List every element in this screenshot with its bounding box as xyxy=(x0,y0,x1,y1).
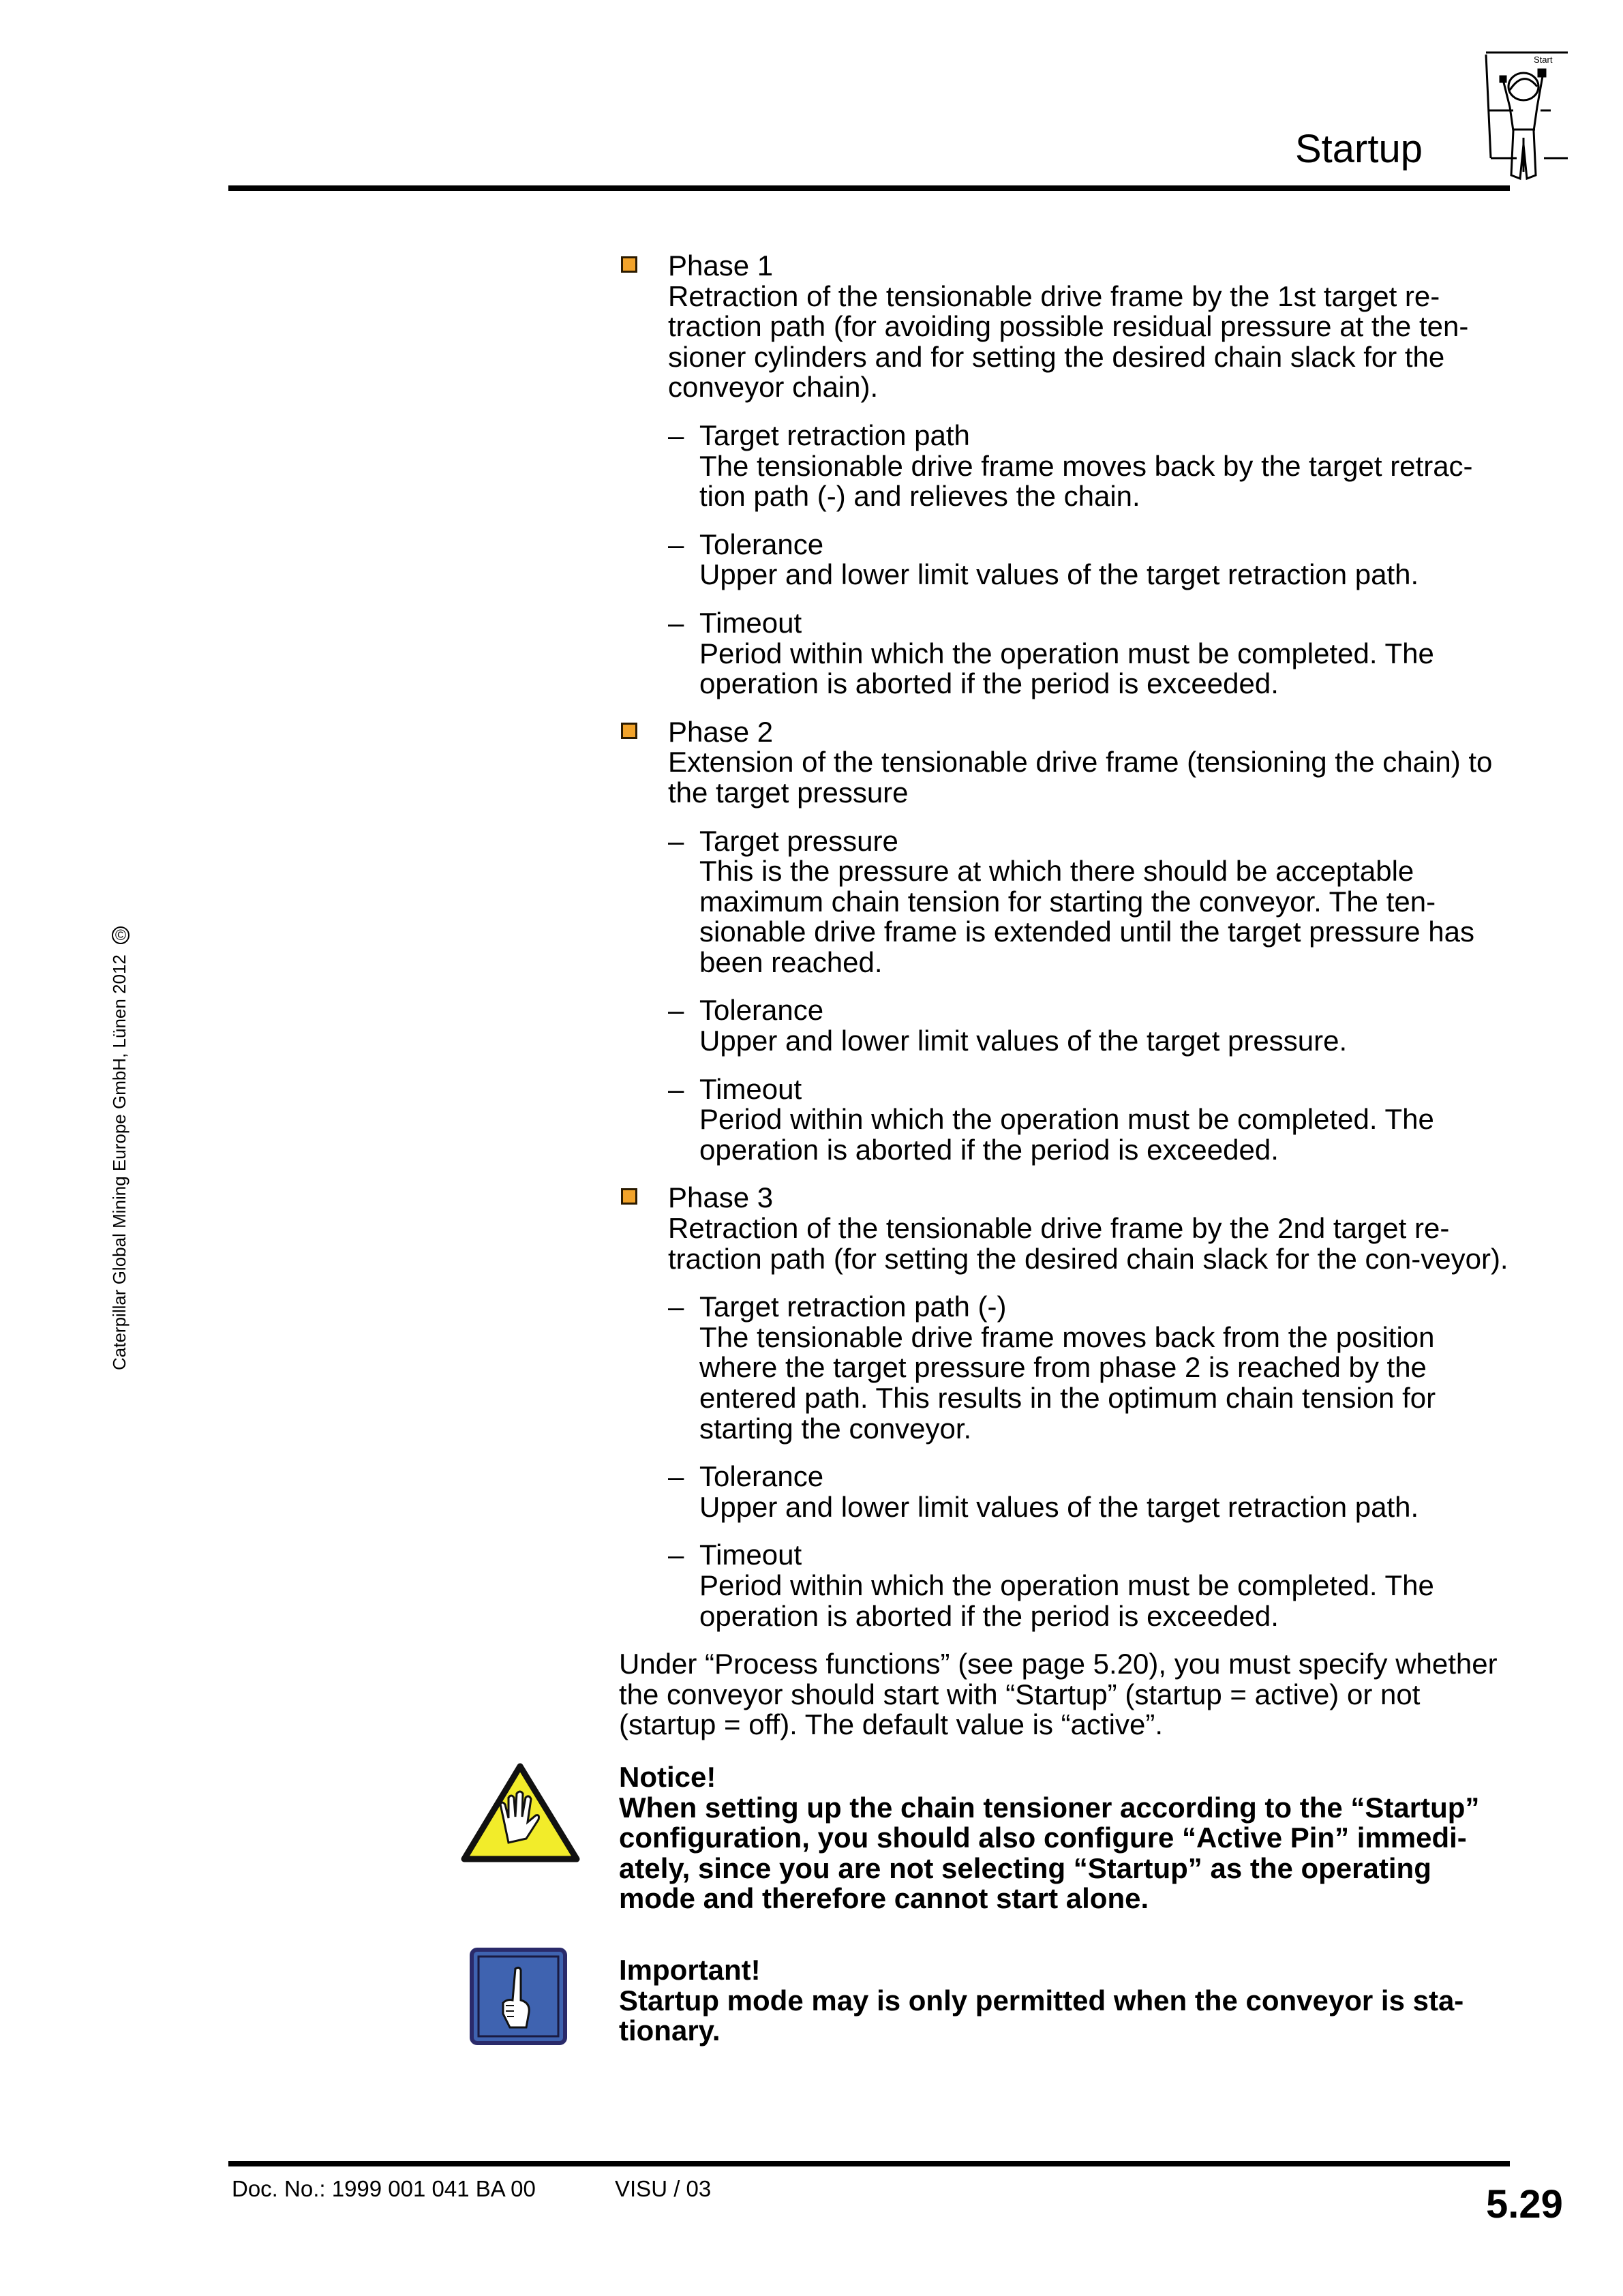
copyright-text: Caterpillar Global Mining Europe GmbH, Lünen 2012 xyxy=(109,954,130,1370)
pointing-finger-icon xyxy=(469,1947,568,2052)
important-block xyxy=(619,1955,1512,2046)
dash-bullet: – xyxy=(668,528,684,560)
notice-heading: Notice! xyxy=(619,1760,716,1793)
phase-title: Phase 3 xyxy=(668,1181,774,1214)
phase-2 xyxy=(619,717,1512,1166)
item-title: Target retraction path xyxy=(699,419,970,451)
dash-bullet: – xyxy=(668,1072,684,1105)
dash-bullet: – xyxy=(668,994,684,1027)
item-title: Tolerance xyxy=(699,994,824,1027)
phase-item xyxy=(619,826,1512,978)
item-title: Target pressure xyxy=(699,824,898,857)
dash-bullet: – xyxy=(668,1539,684,1571)
square-bullet-icon xyxy=(621,256,637,273)
copyright-notice xyxy=(109,926,130,1370)
dash-bullet: – xyxy=(668,1290,684,1323)
phase-item xyxy=(619,421,1512,512)
notice-text: When setting up the chain tensioner according to the “Startup” configuration, you should also configure “Active Pin” immedi-ately, since you are not selecting “Startup” as the operating mode and therefore cannot start alone. xyxy=(619,1791,1480,1915)
process-functions-paragraph: Under “Process functions” (see page 5.20), you must specify whether the conveyor should start with “Startup” (startup = active) or not (startup = off). The default value is “active”. xyxy=(619,1648,1498,1741)
item-text: Period within which the operation must be completed. The operation is aborted if the period is exceeded. xyxy=(699,1569,1434,1632)
phase-1 xyxy=(619,251,1512,699)
square-bullet-icon xyxy=(621,723,637,739)
phase-description: Retraction of the tensionable drive frame by the 1st target re-traction path (for avoiding possible residual pressure at the ten-sioner cylinders and for setting the desired chain slack for the conveyor chain). xyxy=(668,280,1469,404)
dash-bullet: – xyxy=(668,606,684,639)
phase-item xyxy=(619,995,1512,1056)
svg-text:Start: Start xyxy=(1534,55,1553,65)
phase-3 xyxy=(619,1183,1512,1631)
phase-item xyxy=(619,1074,1512,1166)
square-bullet-icon xyxy=(621,1188,637,1205)
item-text: Period within which the operation must be completed. The operation is aborted if the period is exceeded. xyxy=(699,637,1434,700)
phase-description: Extension of the tensionable drive frame (tensioning the chain) to the target pressure xyxy=(668,746,1493,809)
item-title: Target retraction path (-) xyxy=(699,1290,1007,1323)
page-title: Startup xyxy=(1295,127,1423,171)
item-text: The tensionable drive frame moves back by the target retrac-tion path (-) and relieves the chain. xyxy=(699,449,1473,513)
phase-item xyxy=(619,1540,1512,1631)
dash-bullet: – xyxy=(668,419,684,451)
important-text: Startup mode may is only permitted when the conveyor is sta-tionary. xyxy=(619,1984,1464,2047)
item-text: Upper and lower limit values of the target pressure. xyxy=(699,1025,1348,1057)
phase-title: Phase 1 xyxy=(668,250,774,282)
page-number: 5.29 xyxy=(1486,2182,1563,2226)
footer-divider xyxy=(228,2161,1510,2166)
item-text: Period within which the operation must be completed. The operation is aborted if the period is exceeded. xyxy=(699,1103,1434,1166)
main-content xyxy=(619,251,1512,2046)
phase-item xyxy=(619,530,1512,590)
item-title: Timeout xyxy=(699,1539,802,1571)
phase-item xyxy=(619,1292,1512,1444)
item-text: Upper and lower limit values of the target retraction path. xyxy=(699,1490,1419,1523)
item-text: This is the pressure at which there should be acceptable maximum chain tension for starting the conveyor. The ten-sionable drive frame is extended until the target pressure has been reached. xyxy=(699,855,1474,978)
warning-hand-triangle-icon xyxy=(461,1762,580,1871)
notice-block xyxy=(619,1762,1512,1914)
phase-item xyxy=(619,1462,1512,1522)
item-text: Upper and lower limit values of the target retraction path. xyxy=(699,558,1419,591)
person-pressing-start-button-icon xyxy=(1483,49,1568,185)
dash-bullet: – xyxy=(668,824,684,857)
item-title: Timeout xyxy=(699,606,802,639)
document-number: Doc. No.: 1999 001 041 BA 00 xyxy=(232,2176,536,2201)
copyright-symbol: © xyxy=(112,926,130,944)
item-title: Tolerance xyxy=(699,1460,824,1493)
phase-item xyxy=(619,608,1512,699)
item-title: Tolerance xyxy=(699,528,824,560)
item-text: The tensionable drive frame moves back from the position where the target pressure from phase 2 is reached by the entered path. This results in the optimum chain tension for starting the conveyor. xyxy=(699,1320,1436,1445)
document-section: VISU / 03 xyxy=(615,2176,712,2201)
item-title: Timeout xyxy=(699,1072,802,1105)
dash-bullet: – xyxy=(668,1460,684,1493)
phase-description: Retraction of the tensionable drive frame by the 2nd target re-traction path (for setting the desired chain slack for the con-veyor). xyxy=(668,1212,1508,1275)
phase-title: Phase 2 xyxy=(668,715,774,748)
important-heading: Important! xyxy=(619,1953,761,1986)
header-divider xyxy=(228,185,1510,191)
